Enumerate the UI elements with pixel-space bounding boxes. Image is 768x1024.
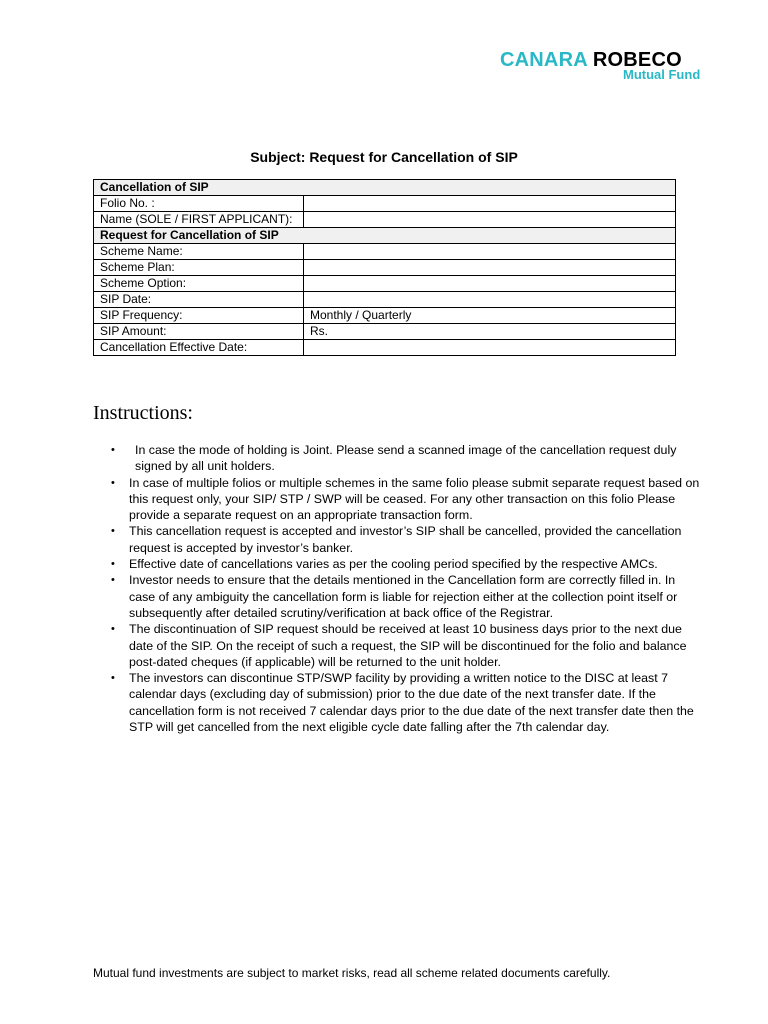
- form-field-value[interactable]: [304, 340, 676, 356]
- form-field-label: SIP Amount:: [94, 324, 304, 340]
- logo-brand-part2: ROBECO: [592, 49, 682, 71]
- form-field-label: SIP Date:: [94, 292, 304, 308]
- form-field-value[interactable]: [304, 212, 676, 228]
- form-row: [94, 212, 676, 228]
- form-row: [94, 292, 676, 308]
- instruction-item: • In case of multiple folios or multiple schemes in the same folio please submit separate request based on this request only, your SIP/ STP / SWP will be ceased. For any other transaction on this folio Please provide a separate request on an appropriate transaction form.: [110, 475, 700, 524]
- form-row: [94, 260, 676, 276]
- form-section-header: Cancellation of SIP: [94, 180, 676, 196]
- form-field-label: Cancellation Effective Date:: [94, 340, 304, 356]
- form-row: [94, 308, 676, 324]
- form-field-value[interactable]: [304, 276, 676, 292]
- form-field-value[interactable]: Rs.: [304, 324, 676, 340]
- form-field-value[interactable]: [304, 260, 676, 276]
- form-body: [94, 180, 676, 356]
- instruction-item: • Effective date of cancellations varies as per the cooling period specified by the respective AMCs.: [110, 556, 700, 572]
- form-field-value[interactable]: Monthly / Quarterly: [304, 308, 676, 324]
- form-row: [94, 244, 676, 260]
- instruction-item: • This cancellation request is accepted and investor’s SIP shall be cancelled, provided the cancellation request is accepted by investor’s banker.: [110, 523, 700, 556]
- form-row: [94, 196, 676, 212]
- instruction-item: • The investors can discontinue STP/SWP facility by providing a written notice to the DISC at least 7 calendar days (excluding day of submission) prior to the due date of the next transfer date. If the cancellation form is not received 7 calendar days prior to the due date of the next transfer date then the STP will get cancelled from the next eligible cycle date falling after the 7th calendar day.: [110, 670, 700, 735]
- instruction-item: • The discontinuation of SIP request should be received at least 10 business days prior to the next due date of the SIP. On the receipt of such a request, the SIP will be discontinued for the folio and balance post-dated cheques (if applicable) will be returned to the unit holder.: [110, 621, 700, 670]
- instructions-heading: Instructions:: [93, 402, 193, 424]
- form-field-label: SIP Frequency:: [94, 308, 304, 324]
- instruction-item: • In case the mode of holding is Joint. Please send a scanned image of the cancellation request duly signed by all unit holders.: [110, 442, 700, 475]
- form-field-value[interactable]: [304, 292, 676, 308]
- logo-tagline: Mutual Fund: [623, 67, 701, 82]
- form-section-row: [94, 180, 676, 196]
- form-field-label: Folio No. :: [94, 196, 304, 212]
- disclaimer-footer: Mutual fund investments are subject to market risks, read all scheme related documents carefully.: [93, 966, 611, 980]
- form-field-value[interactable]: [304, 196, 676, 212]
- form-field-label: Scheme Name:: [94, 244, 304, 260]
- form-section-row: [94, 228, 676, 244]
- form-field-value[interactable]: [304, 244, 676, 260]
- form-field-label: Scheme Plan:: [94, 260, 304, 276]
- logo-brand-part1: CANARA: [500, 49, 588, 71]
- page-title: Subject: Request for Cancellation of SIP: [250, 149, 518, 165]
- instructions-list: [110, 442, 700, 735]
- form-field-label: Scheme Option:: [94, 276, 304, 292]
- form-field-label: Name (SOLE / FIRST APPLICANT):: [94, 212, 304, 228]
- form-row: [94, 276, 676, 292]
- form-row: [94, 340, 676, 356]
- company-logo: [500, 49, 701, 82]
- form-section-header: Request for Cancellation of SIP: [94, 228, 676, 244]
- form-row: [94, 324, 676, 340]
- instruction-item: • Investor needs to ensure that the details mentioned in the Cancellation form are correctly filled in. In case of any ambiguity the cancellation form is liable for rejection either at the collection point itself or subsequently after detailed scrutiny/verification at back office of the Registrar.: [110, 572, 700, 621]
- cancellation-form-table: [93, 179, 676, 356]
